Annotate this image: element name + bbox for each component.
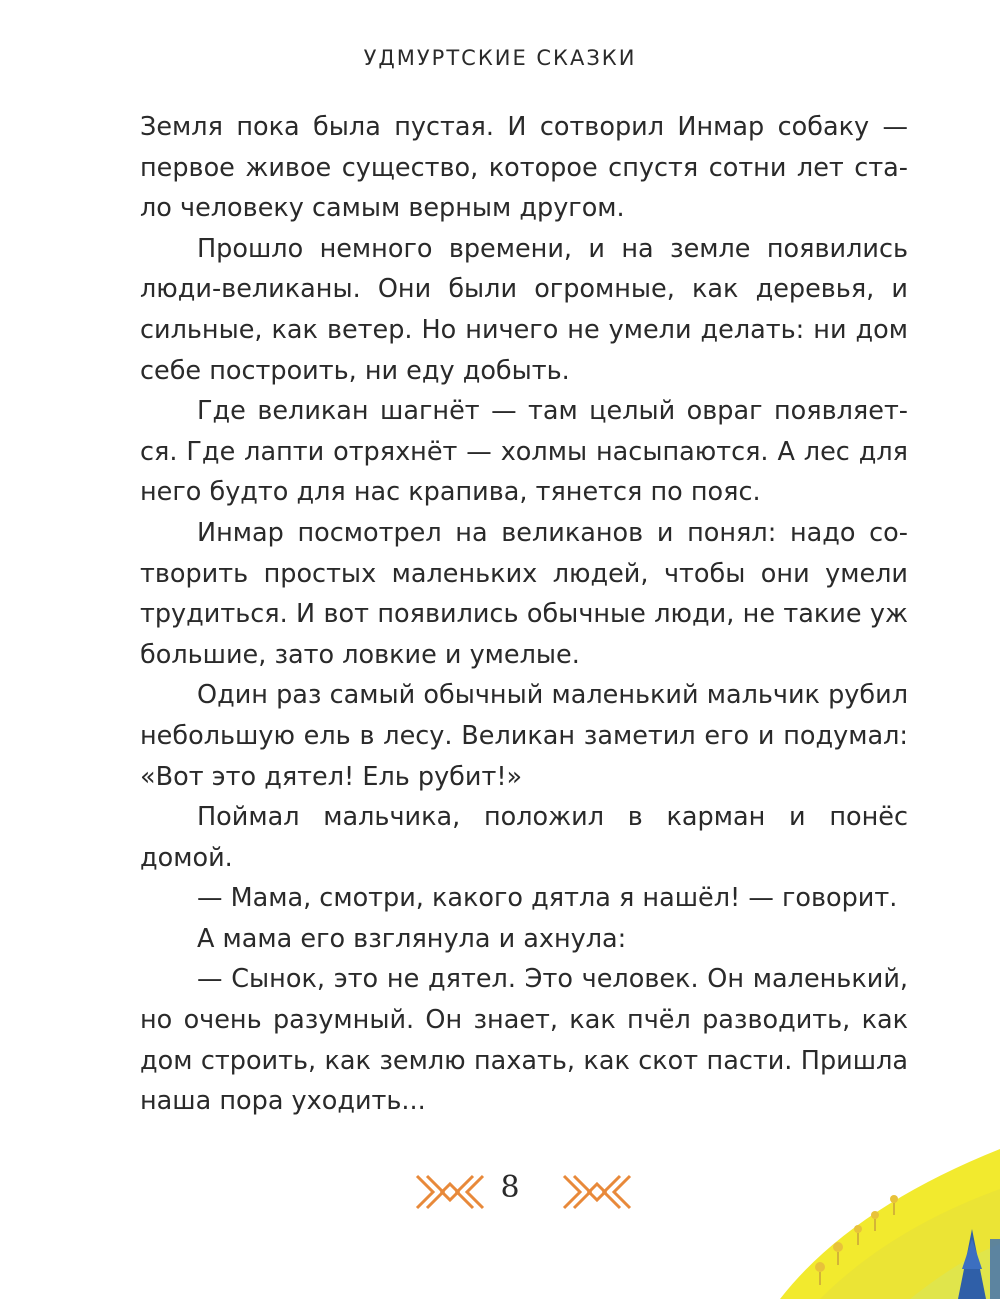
paragraph-7: — Мама, смотри, какого дятла я нашёл! — говорит. [197, 883, 898, 914]
paragraph-2: Прошло немного времени, и на земле появились люди-великаны. Они были огромные, как деревья, и сильные, как ветер. Но ничего не умели делать: ни дом себе построить, ни еду добыть. [140, 233, 908, 386]
paragraph-4: Инмар посмотрел на великанов и понял: надо сотворить простых маленьких людей, чтобы они умели трудиться. И вот появились обычные люди, не такие уж большие, зато ловкие и умелые. [140, 517, 908, 670]
paragraph-5: Один раз самый обычный маленький мальчик рубил небольшую ель в лесу. Великан заметил его и подумал: «Вот это дятел! Ель рубит!» [140, 680, 908, 792]
paragraph-8: А мама его взглянула и ахнула: [197, 923, 627, 954]
page-number: 8 [500, 1170, 520, 1205]
running-header: УДМУРТСКИЕ СКАЗКИ [363, 46, 637, 70]
paragraph-1: Земля пока была пустая. И сотворил Инмар собаку — первое живое существо, которое спустя сотни лет стало человеку самым верным другом. [140, 112, 908, 224]
right-ornament-icon [562, 1172, 632, 1212]
hill-illustration [760, 1149, 1000, 1299]
paragraph-3: Где великан шагнёт — там целый овраг появляется. Где лапти отряхнёт — холмы насыпаются. А лес для него будто для нас крапива, тянется по пояс. [140, 396, 908, 508]
story-text [140, 107, 908, 1122]
paragraph-9: — Сынок, это не дятел. Это человек. Он маленький, но очень разумный. Он знает, как пчёл разводить, как дом строить, как землю пахать, как скот пасти. Пришла наша пора уходить... [140, 964, 908, 1117]
paragraph-6: Поймал мальчика, положил в карман и понёс домой. [140, 802, 908, 873]
left-ornament-icon [415, 1172, 485, 1212]
